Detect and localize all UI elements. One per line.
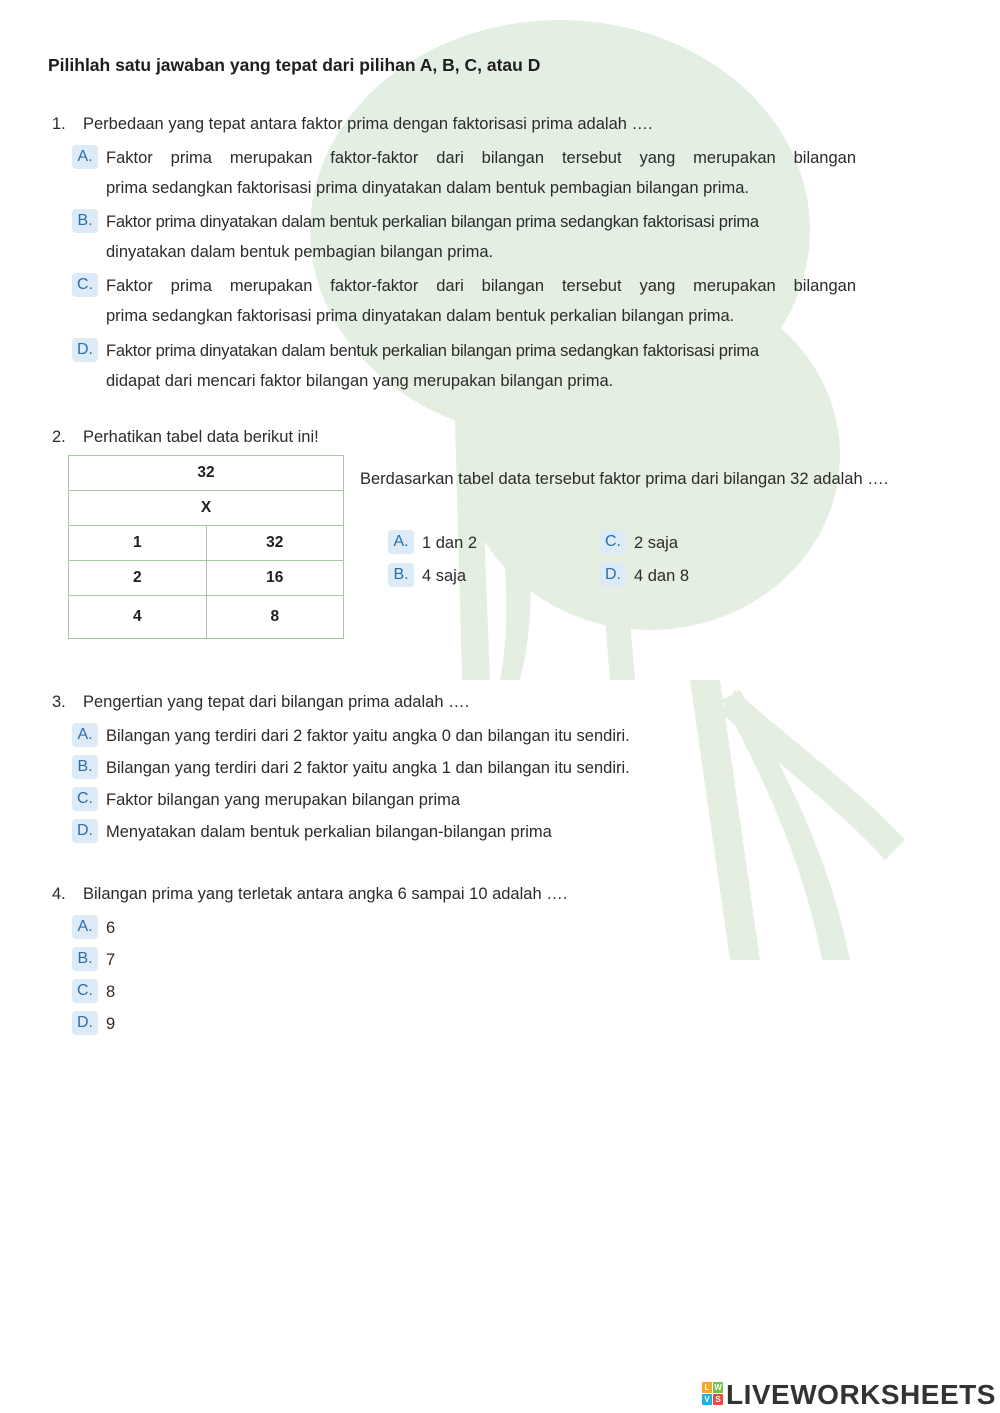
q1-option-b[interactable]: [72, 206, 856, 270]
question-2-prompt: Berdasarkan tabel data tersebut faktor prima dari bilangan 32 adalah ….: [360, 470, 889, 488]
option-text: 8: [106, 983, 116, 1001]
option-letter-badge: B.: [72, 209, 98, 233]
question-1-number: 1.: [52, 115, 66, 133]
option-letter-badge: D.: [72, 1011, 98, 1035]
option-text-line1: Faktor prima dinyatakan dalam bentuk perkalian bilangan prima sedangkan faktorisasi prima: [106, 213, 759, 231]
q2-option-b[interactable]: [388, 560, 588, 592]
data-table: [68, 455, 344, 639]
table-row: [69, 561, 344, 596]
option-text-line2: prima sedangkan faktorisasi prima dinyatakan dalam bentuk pembagian bilangan prima.: [106, 179, 749, 197]
option-text: 6: [106, 919, 116, 937]
option-text: 9: [106, 1015, 116, 1033]
option-letter-badge: A.: [72, 145, 98, 169]
logo-text: LIVEWORKSHEETS: [726, 1379, 996, 1410]
option-letter-badge: A.: [388, 530, 414, 554]
option-text-line2: prima sedangkan faktorisasi prima dinyatakan dalam bentuk perkalian bilangan prima.: [106, 307, 735, 325]
option-letter-badge: C.: [72, 273, 98, 297]
question-1-text: Perbedaan yang tepat antara faktor prima dengan faktorisasi prima adalah ….: [83, 115, 653, 133]
option-text-line1: Faktor prima dinyatakan dalam bentuk perkalian bilangan prima sedangkan faktorisasi prima: [106, 342, 759, 360]
option-text: Bilangan yang terdiri dari 2 faktor yaitu angka 1 dan bilangan itu sendiri.: [106, 759, 630, 777]
q4-option-a[interactable]: [72, 912, 192, 944]
option-letter-badge: D.: [72, 819, 98, 843]
option-text: 4 dan 8: [634, 567, 690, 585]
q1-option-a[interactable]: [72, 142, 856, 206]
option-letter-badge: D.: [72, 338, 98, 362]
table-cell: 4: [69, 596, 207, 639]
option-text-line2: didapat dari mencari faktor bilangan yang merupakan bilangan prima.: [106, 372, 614, 390]
option-letter-badge: C.: [72, 979, 98, 1003]
option-text: 1 dan 2: [422, 534, 478, 552]
table-header: 32: [69, 456, 344, 491]
option-text-line2: dinyatakan dalam bentuk pembagian bilangan prima.: [106, 243, 494, 261]
q3-option-b[interactable]: [72, 752, 772, 784]
question-4-text: Bilangan prima yang terletak antara angka 6 sampai 10 adalah ….: [83, 885, 568, 903]
question-4-number: 4.: [52, 885, 66, 903]
option-text: 7: [106, 951, 116, 969]
table-cell: 16: [206, 561, 344, 596]
option-text-line1: Faktor prima merupakan faktor-faktor dari bilangan tersebut yang merupakan bilangan: [106, 277, 856, 295]
instruction-heading: Pilihlah satu jawaban yang tepat dari pilihan A, B, C, atau D: [48, 55, 541, 75]
option-letter-badge: C.: [600, 530, 626, 554]
q1-option-c[interactable]: [72, 270, 856, 334]
option-text: 4 saja: [422, 567, 467, 585]
q3-option-a[interactable]: [72, 720, 772, 752]
table-cell: 2: [69, 561, 207, 596]
q4-option-c[interactable]: [72, 976, 192, 1008]
table-subheader: X: [69, 491, 344, 526]
q3-option-d[interactable]: [72, 816, 772, 848]
option-text: Faktor bilangan yang merupakan bilangan prima: [106, 791, 461, 809]
option-letter-badge: B.: [72, 755, 98, 779]
q2-option-c[interactable]: [600, 527, 800, 559]
q1-option-d[interactable]: [72, 335, 856, 399]
question-3-text: Pengertian yang tepat dari bilangan prima adalah ….: [83, 693, 470, 711]
q2-option-a[interactable]: [388, 527, 588, 559]
q4-option-b[interactable]: [72, 944, 192, 976]
option-text: 2 saja: [634, 534, 679, 552]
table-row: [69, 526, 344, 561]
q3-option-c[interactable]: [72, 784, 772, 816]
table-cell: 1: [69, 526, 207, 561]
option-text-line1: Faktor prima merupakan faktor-faktor dari bilangan tersebut yang merupakan bilangan: [106, 149, 856, 167]
q4-option-d[interactable]: [72, 1008, 192, 1040]
option-text: Bilangan yang terdiri dari 2 faktor yaitu angka 0 dan bilangan itu sendiri.: [106, 727, 630, 745]
option-letter-badge: D.: [600, 563, 626, 587]
table-row: [69, 596, 344, 639]
question-3-number: 3.: [52, 693, 66, 711]
table-cell: 8: [206, 596, 344, 639]
option-text: Menyatakan dalam bentuk perkalian bilangan-bilangan prima: [106, 823, 552, 841]
question-2-text: Perhatikan tabel data berikut ini!: [83, 428, 319, 446]
logo-grid-icon: L W V S: [702, 1382, 724, 1406]
option-letter-badge: B.: [72, 947, 98, 971]
table-cell: 32: [206, 526, 344, 561]
option-letter-badge: A.: [72, 915, 98, 939]
q2-option-d[interactable]: [600, 560, 800, 592]
option-letter-badge: B.: [388, 563, 414, 587]
option-letter-badge: A.: [72, 723, 98, 747]
question-2-number: 2.: [52, 428, 66, 446]
option-letter-badge: C.: [72, 787, 98, 811]
